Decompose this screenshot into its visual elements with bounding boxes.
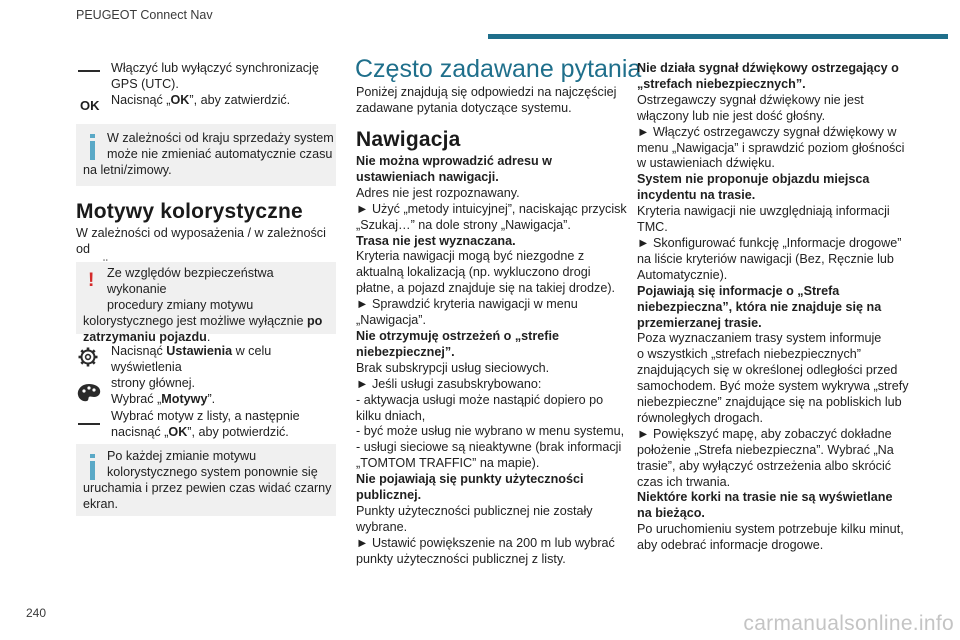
text-line: Nie pojawiają się punkty użyteczności	[356, 472, 584, 487]
text-line: Po uruchomieniu system potrzebuje kilku minut,	[637, 522, 904, 537]
text-line: ► Włączyć ostrzegawczy sygnał dźwiękowy w	[637, 124, 897, 139]
text-line: - usługi sieciowe są nieaktywne (brak informacji	[356, 440, 622, 455]
text-line: „Nawigacja”.	[356, 313, 426, 328]
running-header: PEUGEOT Connect Nav	[76, 8, 213, 22]
faq-text-right	[637, 61, 915, 554]
text-line: TMC.	[637, 220, 668, 235]
text-line: Kryteria nawigacji mogą być niezgodne z	[356, 249, 585, 264]
text-line: aby odebrać informacje drogowe.	[637, 538, 824, 553]
text-line: Pojawiają się informacje o „Strefa	[637, 283, 840, 298]
navigation-faq-text	[356, 154, 631, 568]
text-line: Automatycznie).	[637, 267, 728, 282]
text-line: włączony lub nie jest dość głośny.	[637, 108, 826, 123]
text-line: Trasa nie jest wyznaczana.	[356, 233, 516, 248]
sync-instructions: Włączyć lub wyłączyć synchronizację GPS (UTC). Nacisnąć „OK”, aby zatwierdzić.	[111, 61, 319, 107]
text-line: Nie otrzymuję ostrzeżeń o „strefie	[356, 328, 559, 343]
page-number: 240	[26, 606, 47, 620]
text-line: samochodem. Być może system wykrywa „strefy	[637, 379, 909, 394]
text-line: ► Użyć „metody intuicyjnej”, naciskając przycisk	[356, 201, 627, 216]
select-theme-instructions: Wybrać motyw z listy, a następnie nacisnąć „OK”, aby potwierdzić.	[111, 409, 300, 439]
text-line: ► Skonfigurować funkcję „Informacje drogowe”	[637, 235, 902, 250]
text-line: przemierzanej trasie.	[637, 315, 762, 330]
text-line: menu „Nawigacja” i sprawdzić poziom głośności	[637, 140, 905, 155]
settings-instructions: Nacisnąć Ustawienia w celu wyświetlenia strony głównej. Wybrać „Motywy”.	[111, 344, 272, 406]
watermark: carmanualsonline.info	[743, 612, 954, 635]
text-line: położenie „Strefa niebezpieczna”. Wybrać „Na	[637, 442, 894, 457]
text-line: „TOMTOM TRAFFIC” na mapie).	[356, 456, 540, 471]
text-line: ► Powiększyć mapę, aby zobaczyć dokładne	[637, 426, 892, 441]
select-line-icon	[78, 423, 100, 425]
text-line: równoległych drogach.	[637, 410, 764, 425]
text-line: Poza wyznaczaniem trasy system informuje	[637, 331, 882, 346]
text-line: Kryteria nawigacji nie uwzględniają informacji	[637, 204, 890, 219]
text-line: niebezpiecznej”.	[356, 344, 455, 359]
text-line: kilku dniach,	[356, 408, 426, 423]
text-line: niebezpieczna”, która nie znajduje się na	[637, 299, 882, 314]
text-line: trasie”, aby wyłączyć ostrzeżenia albo skrócić	[637, 458, 892, 473]
text-line: „Szukaj…” na dole strony „Nawigacja”.	[356, 217, 571, 232]
text-line: o wszystkich „strefach niebezpiecznych”	[637, 347, 861, 362]
text-line: Nie można wprowadzić adresu w	[356, 154, 552, 168]
text-line: ► Ustawić powiększenie na 200 m lub wybrać	[356, 535, 615, 550]
info-box-restart-text: Po każdej zmianie motywu kolorystycznego system ponownie się uruchamia i przez pewien czas widać czarny ekran.	[83, 449, 332, 511]
gear-icon	[77, 346, 99, 368]
palette-icon	[76, 382, 102, 404]
ok-line-icon	[78, 70, 100, 72]
text-line: ► Jeśli usługi zasubskrybowano:	[356, 376, 542, 391]
text-line: Punkty użyteczności publicznej nie zostały	[356, 503, 593, 518]
text-line: aktualną lokalizacją (np. wykluczono drogi	[356, 265, 591, 280]
text-line: w ustawieniach dźwięku.	[637, 156, 775, 171]
text-line: Brak subskrypcji usług sieciowych.	[356, 360, 550, 375]
text-line: czas ich trwania.	[637, 474, 731, 489]
text-line: niebezpieczne” znajdujące się na pobliskich lub	[637, 395, 902, 410]
text-line: Adres nie jest rozpoznawany.	[356, 185, 520, 200]
faq-heading: Często zadawane pytania	[355, 55, 642, 83]
text-line: punkty użyteczności publicznej z listy.	[356, 551, 566, 566]
text-line: System nie proponuje objazdu miejsca	[637, 172, 870, 187]
section-heading-navigation: Nawigacja	[356, 128, 461, 151]
text-line: płatne, a pojazd znajduje się na takiej drodze).	[356, 281, 616, 296]
text-line: incydentu na trasie.	[637, 188, 756, 203]
text-line: - być może usług nie wybrano w menu systemu,	[356, 424, 625, 439]
section-heading-themes: Motywy kolorystyczne	[76, 200, 303, 223]
text-line: - aktywacja usługi może nastąpić dopiero po	[356, 392, 604, 407]
text-line: wybrane.	[356, 519, 408, 534]
text-line: na liście kryteriów nawigacji (Bez, Ręcznie lub	[637, 251, 894, 266]
text-line: Nie działa sygnał dźwiękowy ostrzegający o	[637, 61, 899, 75]
warning-icon: !	[88, 270, 95, 291]
text-line: publicznej.	[356, 488, 422, 503]
text-line: na bieżąco.	[637, 506, 705, 521]
text-line: znajdujących się w określonej odległości przed	[637, 363, 898, 378]
ok-icon: OK	[80, 98, 100, 113]
info-box-dst-text: W zależności od kraju sprzedaży system może nie zmieniać automatycznie czasu na letni/zimowy.	[83, 131, 334, 177]
text-line: Ostrzegawczy sygnał dźwiękowy nie jest	[637, 92, 864, 107]
text-line: ► Sprawdzić kryteria nawigacji w menu	[356, 297, 578, 312]
themes-intro: W zależności od wyposażenia / w zależności od	[76, 226, 326, 256]
text-line: „strefach niebezpiecznych”.	[637, 76, 806, 91]
warning-box-text: Ze względów bezpieczeństwa wykonanie procedury zmiany motywu kolorystycznego jest możliwe wyłącznie po zatrzymaniu pojazdu.	[83, 266, 323, 344]
text-line: Niektóre korki na trasie nie są wyświetlane	[637, 490, 893, 505]
faq-intro: Poniżej znajdują się odpowiedzi na najczęściej zadawane pytania dotyczące systemu.	[356, 85, 617, 115]
header-accent-bar	[488, 34, 948, 39]
text-line: ustawieniach nawigacji.	[356, 169, 499, 184]
